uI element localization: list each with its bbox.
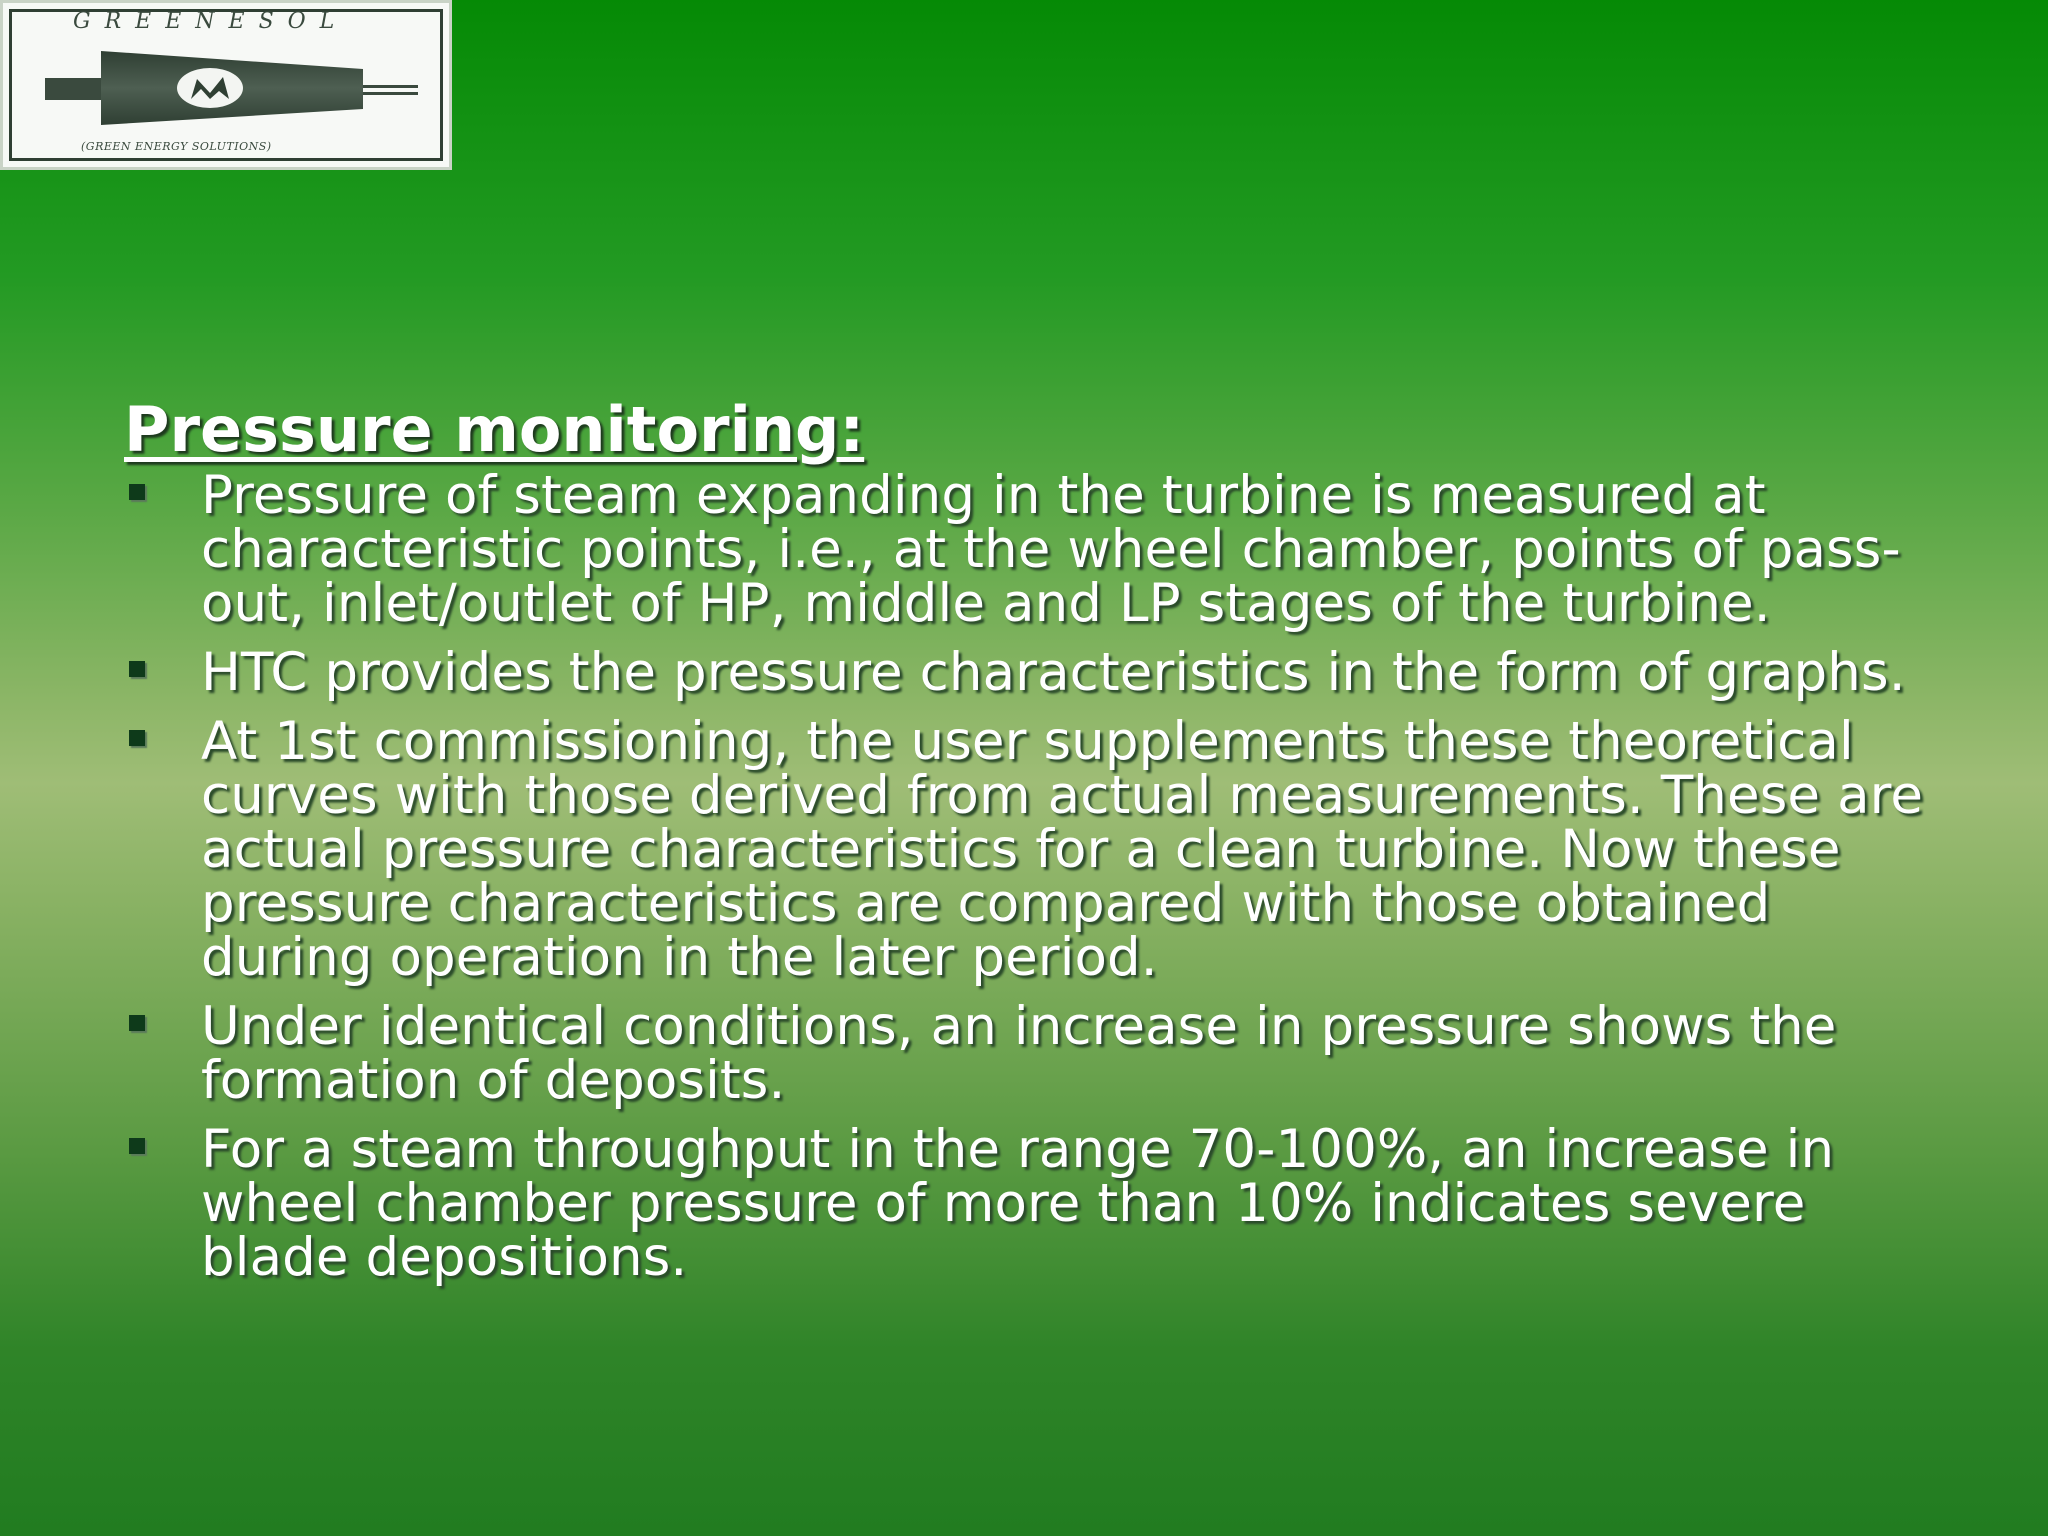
bullet-list: [124, 465, 1924, 1288]
bullet-item: [124, 642, 1924, 703]
bullet-text: Under identical conditions, an increase in pressure shows the formation of deposits.: [201, 996, 1837, 1111]
square-bullet-icon: [129, 661, 145, 677]
bullet-item: [124, 711, 1924, 988]
square-bullet-icon: [129, 1015, 145, 1031]
bullet-item: [124, 465, 1924, 634]
company-logo: [0, 0, 452, 170]
bullet-item: [124, 1119, 1924, 1288]
bullet-text: For a steam throughput in the range 70-100%, an increase in wheel chamber pressure of more than 10% indicates severe blade depositions.: [201, 1119, 1835, 1288]
square-bullet-icon: [129, 730, 145, 746]
square-bullet-icon: [129, 1138, 145, 1154]
logo-name: GREENESOL: [73, 9, 349, 34]
square-bullet-icon: [129, 484, 145, 500]
slide-content: [124, 395, 1924, 1300]
bullet-text: HTC provides the pressure characteristics in the form of graphs.: [201, 642, 1906, 703]
slide-heading: Pressure monitoring:: [124, 393, 865, 466]
turbine-logo-icon: [33, 33, 433, 143]
bullet-item: [124, 996, 1924, 1111]
bullet-text: Pressure of steam expanding in the turbine is measured at characteristic points, i.e., at the wheel chamber, points of pass-out, inlet/outlet of HP, middle and LP stages of the turbine.: [201, 465, 1901, 634]
bullet-text: At 1st commissioning, the user supplements these theoretical curves with those derived from actual measurements. These are actual pressure characteristics for a clean turbine. Now these pressure characteristics are compared with those obtained during operation in the later period.: [201, 711, 1924, 988]
logo-tagline: (GREEN ENERGY SOLUTIONS): [81, 140, 272, 153]
